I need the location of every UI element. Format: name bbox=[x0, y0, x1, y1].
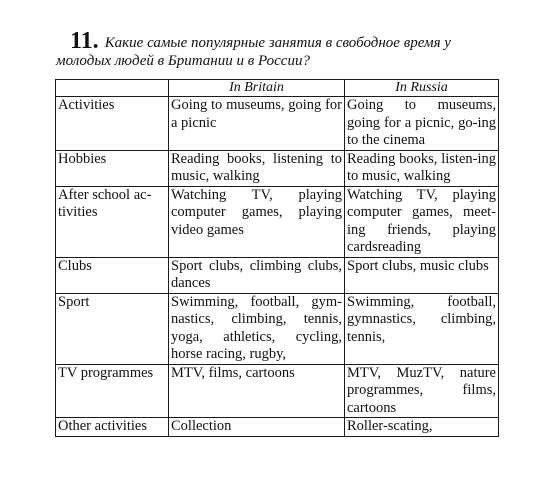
table-row bbox=[56, 364, 499, 418]
row-russia: MTV, MuzTV, nature programmes, films, cartoons bbox=[345, 364, 499, 418]
row-category: Hobbies bbox=[56, 150, 169, 186]
leisure-activities-table bbox=[55, 79, 499, 437]
table-row bbox=[56, 257, 499, 293]
row-britain: Sport clubs, climbing clubs, dances bbox=[169, 257, 345, 293]
row-category: TV programmes bbox=[56, 364, 169, 418]
question-text-line-1: Какие самые популярные занятия в свободное время у bbox=[104, 35, 451, 51]
row-category: After school ac-tivities bbox=[56, 186, 169, 257]
row-russia: Watching TV, playing computer games, meet-ing friends, playing cardsreading bbox=[345, 186, 499, 257]
question-text-line-2: молодых людей в Британии и в России? bbox=[56, 53, 310, 69]
table-row bbox=[56, 418, 499, 437]
question-number: 11. bbox=[70, 28, 99, 54]
row-britain: Watching TV, playing computer games, playing video games bbox=[169, 186, 345, 257]
header-britain: In Britain bbox=[169, 80, 345, 97]
row-russia: Reading books, listen-ing to music, walking bbox=[345, 150, 499, 186]
row-britain: Going to museums, going for a picnic bbox=[169, 97, 345, 151]
row-russia: Going to museums, going for a picnic, go-ing to the cinema bbox=[345, 97, 499, 151]
question-heading bbox=[56, 28, 540, 70]
row-russia: Sport clubs, music clubs bbox=[345, 257, 499, 293]
row-category: Activities bbox=[56, 97, 169, 151]
table-row bbox=[56, 150, 499, 186]
table-header-row bbox=[56, 80, 499, 97]
row-russia: Roller-scating, bbox=[345, 418, 499, 437]
row-britain: Collection bbox=[169, 418, 345, 437]
row-category: Other activities bbox=[56, 418, 169, 437]
header-category bbox=[56, 80, 169, 97]
row-britain: Swimming, football, gym-nastics, climbing, tennis, yoga, athletics, cycling, horse racing, rugby, bbox=[169, 293, 345, 364]
row-category: Sport bbox=[56, 293, 169, 364]
header-russia: In Russia bbox=[345, 80, 499, 97]
row-category: Clubs bbox=[56, 257, 169, 293]
row-britain: Reading books, listening to music, walking bbox=[169, 150, 345, 186]
row-russia: Swimming, football, gymnastics, climbing, tennis, bbox=[345, 293, 499, 364]
table-row bbox=[56, 97, 499, 151]
row-britain: MTV, films, cartoons bbox=[169, 364, 345, 418]
table-row bbox=[56, 186, 499, 257]
table-row bbox=[56, 293, 499, 364]
